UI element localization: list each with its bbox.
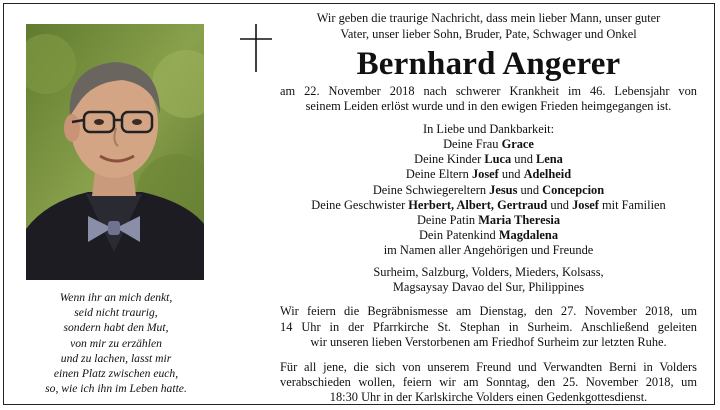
funeral-line: wir unseren lieben Verstorbenen am Friedhof Surheim zur letzten Ruhe.	[310, 335, 667, 350]
mourner-wife	[280, 137, 697, 152]
relation-label: Deine Kinder	[414, 152, 485, 167]
funeral-paragraph	[280, 304, 697, 350]
mourner-name: Concepcion	[542, 182, 605, 197]
mourner-name: Luca	[484, 152, 512, 167]
memorial-line: 18:30 Uhr in der Karlskirche Volders einen Gedenkgottesdienst.	[329, 390, 648, 405]
poem-line: seid nicht traurig,	[74, 306, 158, 320]
mourner-name: Jesus	[489, 182, 518, 197]
deceased-name: Bernhard Angerer	[356, 46, 621, 82]
mourner-name: Herbert, Albert, Gertraud	[408, 197, 548, 212]
mourner-in-laws	[280, 183, 697, 198]
poem-line: einen Platz zwischen euch,	[53, 367, 179, 381]
mourner-name: Josef	[572, 197, 599, 212]
mourner-name: Magdalena	[498, 228, 559, 243]
death-notice-line: seinem Leiden erlöst wurde und in den ewigen Frieden heimgegangen ist.	[305, 99, 672, 114]
poem-line: und zu lachen, lasst mir	[60, 351, 172, 365]
relation-suffix: mit Familien	[598, 197, 666, 212]
mourner-children	[280, 152, 697, 167]
portrait-illustration	[26, 24, 204, 280]
mourners-closing: im Namen aller Angehörigen und Freunde	[383, 243, 594, 258]
conjunction: und	[517, 182, 543, 197]
cross-icon	[238, 24, 274, 77]
mourners-list	[280, 122, 697, 259]
intro-line: Vater, unser lieber Sohn, Bruder, Pate, Schwager und Onkel	[340, 26, 637, 41]
mourner-name: Josef	[471, 167, 499, 182]
death-notice-paragraph	[280, 84, 697, 115]
funeral-line: 14 Uhr in der Pfarrkirche St. Stephan in Surheim. Anschließend geleiten	[280, 319, 697, 334]
relation-label: Deine Geschwister	[311, 197, 409, 212]
intro-paragraph	[280, 11, 697, 42]
mourners-heading: In Liebe und Dankbarkeit:	[422, 121, 555, 136]
places-line: Surheim, Salzburg, Volders, Mieders, Kolsass,	[373, 264, 604, 279]
conjunction: und	[547, 197, 573, 212]
memorial-paragraph	[280, 360, 697, 406]
intro-line: Wir geben die traurige Nachricht, dass mein lieber Mann, unser guter	[316, 11, 661, 25]
memorial-line: Für all jene, die sich von unserem Freund und Verwandten Berni in Volders	[280, 359, 697, 374]
portrait-photo	[26, 24, 204, 280]
poem-line: Wenn ihr an mich denkt,	[59, 291, 173, 304]
notice-text	[280, 11, 697, 406]
poem	[18, 290, 214, 396]
mourner-godchild	[280, 228, 697, 243]
relation-label: Deine Frau	[443, 137, 502, 152]
mourner-siblings	[280, 198, 697, 213]
mourner-parents	[280, 167, 697, 182]
memorial-line: verabschieden wollen, feiern wir am Sonntag, den 25. November 2018, um	[280, 375, 697, 390]
conjunction: und	[511, 152, 536, 167]
poem-line: so, wie ich ihn im Leben hatte.	[45, 382, 187, 396]
conjunction: und	[498, 167, 524, 182]
mourner-name: Maria Theresia	[478, 213, 561, 228]
funeral-line: Wir feiern die Begräbnismesse am Dienstag, den 27. November 2018, um	[280, 304, 697, 319]
mourner-godmother	[280, 213, 697, 228]
relation-label: Deine Eltern	[405, 167, 472, 182]
mourner-name: Grace	[501, 137, 534, 152]
places-paragraph	[280, 265, 697, 296]
relation-label: Deine Schwiegereltern	[372, 182, 490, 197]
death-notice-line: am 22. November 2018 nach schwerer Krankheit im 46. Lebensjahr von	[280, 84, 697, 98]
poem-line: sondern habt den Mut,	[63, 321, 169, 335]
relation-label: Dein Patenkind	[418, 228, 499, 243]
poem-line: von mir zu erzählen	[70, 336, 162, 350]
relation-label: Deine Patin	[416, 213, 479, 228]
mourner-name: Lena	[535, 152, 563, 167]
places-line: Magsaysay Davao del Sur, Philippines	[392, 280, 585, 295]
mourner-name: Adelheid	[523, 167, 572, 182]
